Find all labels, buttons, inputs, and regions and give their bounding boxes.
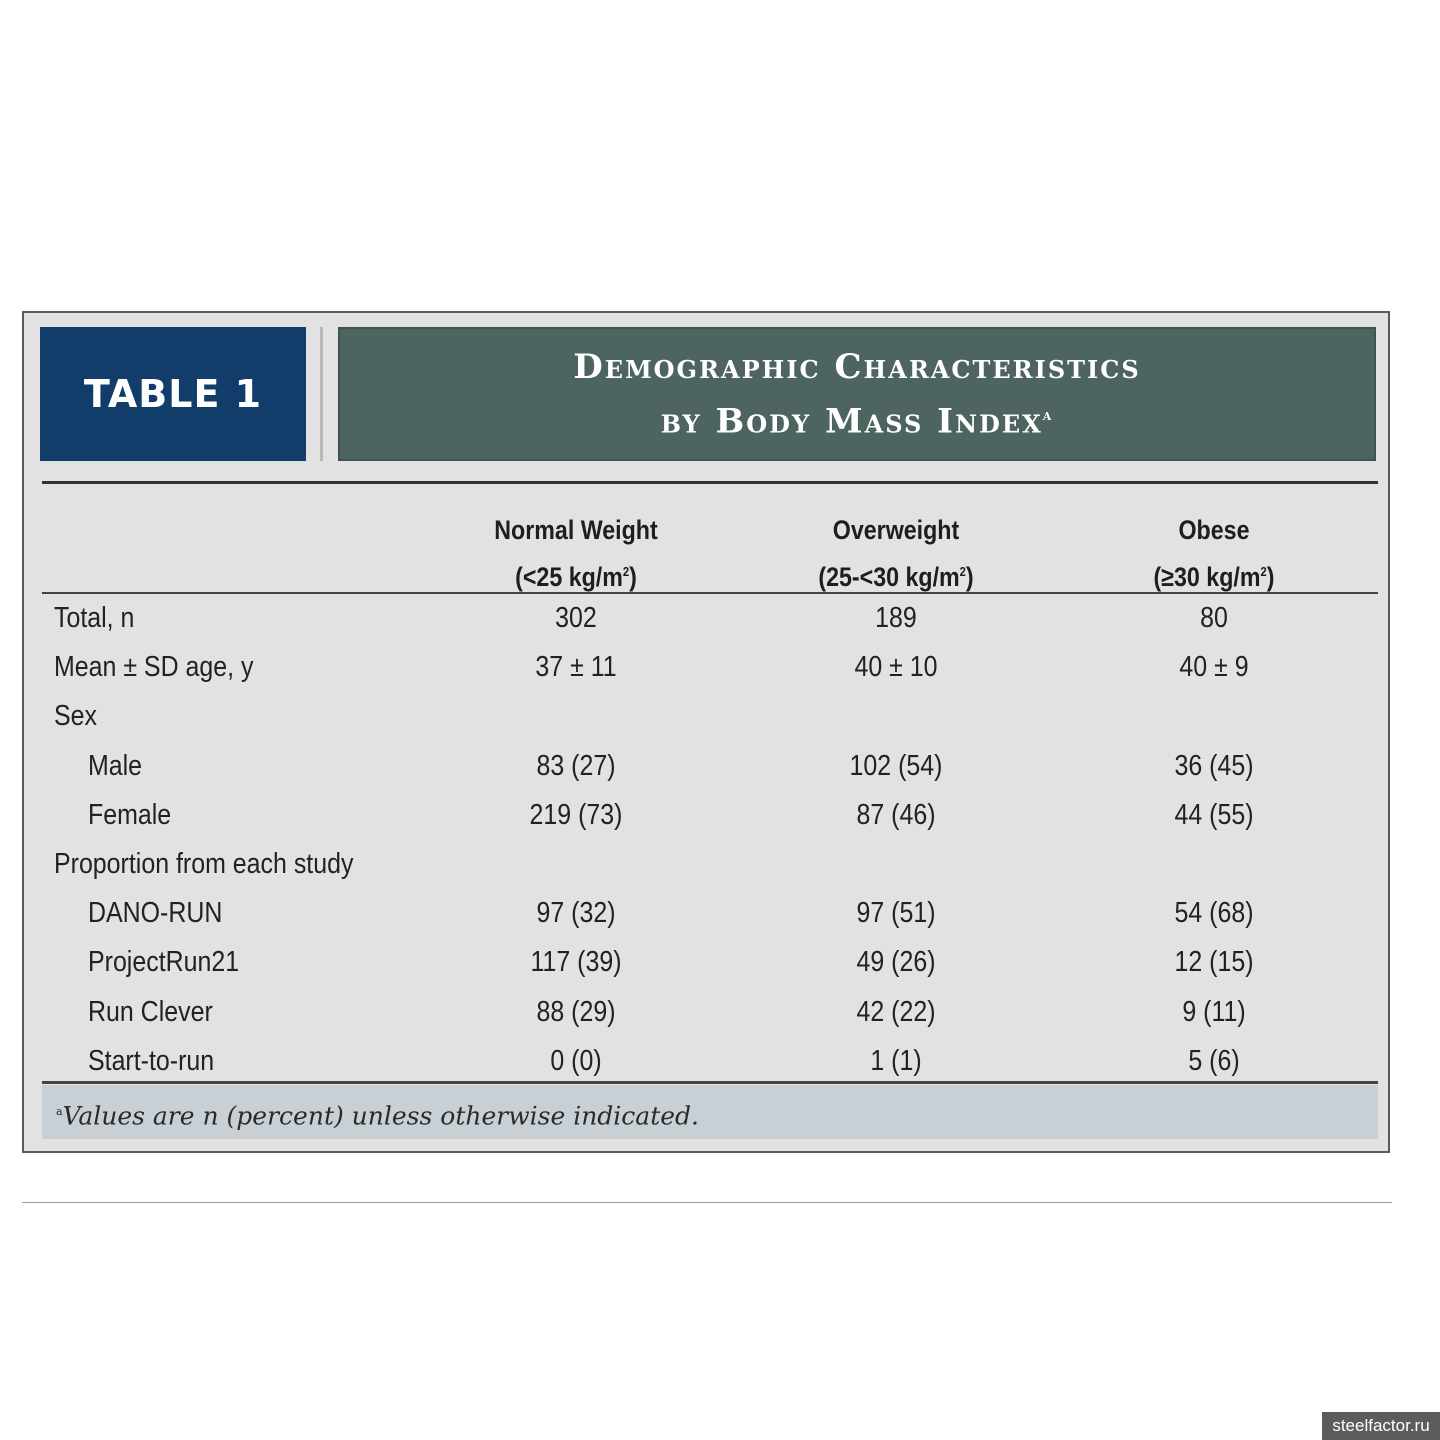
column-header-obese: Obese (≥30 $kg/m^2$) [1153, 515, 1275, 592]
cell-obese: 12 (15) [1174, 946, 1254, 978]
cell-obese: 80 [1200, 602, 1228, 634]
table-row [24, 744, 1388, 793]
table-row [24, 842, 1388, 891]
row-label: Total, n [54, 602, 135, 634]
bottom-rule [42, 1081, 1378, 1084]
row-label: Mean ± SD age, y [54, 651, 254, 683]
table-row [24, 645, 1388, 694]
title-line-2: by Body Mass Index$^a$ [660, 401, 1054, 442]
table-row [24, 596, 1388, 645]
column-header-normal: Normal Weight (<25 $kg/m^2$) [494, 515, 658, 592]
row-label: Start-to-run [88, 1045, 215, 1077]
cell-normal: 88 (29) [536, 996, 616, 1028]
watermark: steelfactor.ru [1322, 1412, 1440, 1440]
page-divider [22, 1202, 1392, 1203]
cell-overweight: 49 (26) [856, 946, 936, 978]
cell-overweight: 1 (1) [870, 1045, 922, 1077]
table-row [24, 891, 1388, 940]
table-row [24, 990, 1388, 1039]
cell-overweight: 40 ± 10 [854, 651, 938, 683]
cell-overweight: 42 (22) [856, 996, 936, 1028]
row-label: Sex [54, 700, 97, 732]
cell-obese: 5 (6) [1188, 1045, 1240, 1077]
row-label: Run Clever [88, 996, 213, 1028]
cell-normal: 117 (39) [530, 946, 622, 978]
row-label: Proportion from each study [54, 848, 354, 880]
cell-normal: 83 (27) [536, 750, 616, 782]
cell-normal: 97 (32) [536, 897, 616, 929]
cell-obese: 40 ± 9 [1179, 651, 1249, 683]
table-title [338, 327, 1376, 461]
row-label: DANO-RUN [88, 897, 223, 929]
cell-overweight: 97 (51) [856, 897, 936, 929]
header-divider [320, 327, 323, 461]
table-row [24, 940, 1388, 989]
cell-normal: 219 (73) [529, 799, 623, 831]
cell-obese: 44 (55) [1174, 799, 1254, 831]
table-number-badge: TABLE 1 [40, 327, 306, 461]
row-label: ProjectRun21 [88, 946, 240, 978]
row-label: Male [88, 750, 143, 782]
table-footnote: $^a$Values are n (percent) unless otherwise indicated. [42, 1085, 1378, 1139]
header-rule [42, 592, 1378, 594]
table-row [24, 793, 1388, 842]
row-label: Female [88, 799, 172, 831]
cell-overweight: 189 [875, 602, 917, 634]
cell-normal: 0 (0) [550, 1045, 602, 1077]
cell-obese: 54 (68) [1174, 897, 1254, 929]
top-rule [42, 481, 1378, 484]
column-header-overweight: Overweight (25-<30 $kg/m^2$) [818, 515, 974, 592]
cell-overweight: 102 (54) [849, 750, 943, 782]
cell-normal: 37 ± 11 [535, 651, 617, 683]
cell-obese: 9 (11) [1182, 996, 1246, 1028]
table-row [24, 694, 1388, 743]
cell-overweight: 87 (46) [856, 799, 936, 831]
table-frame [22, 311, 1390, 1153]
title-line-1: Demographic Characteristics [573, 346, 1141, 387]
cell-obese: 36 (45) [1174, 750, 1254, 782]
cell-normal: 302 [555, 602, 597, 634]
